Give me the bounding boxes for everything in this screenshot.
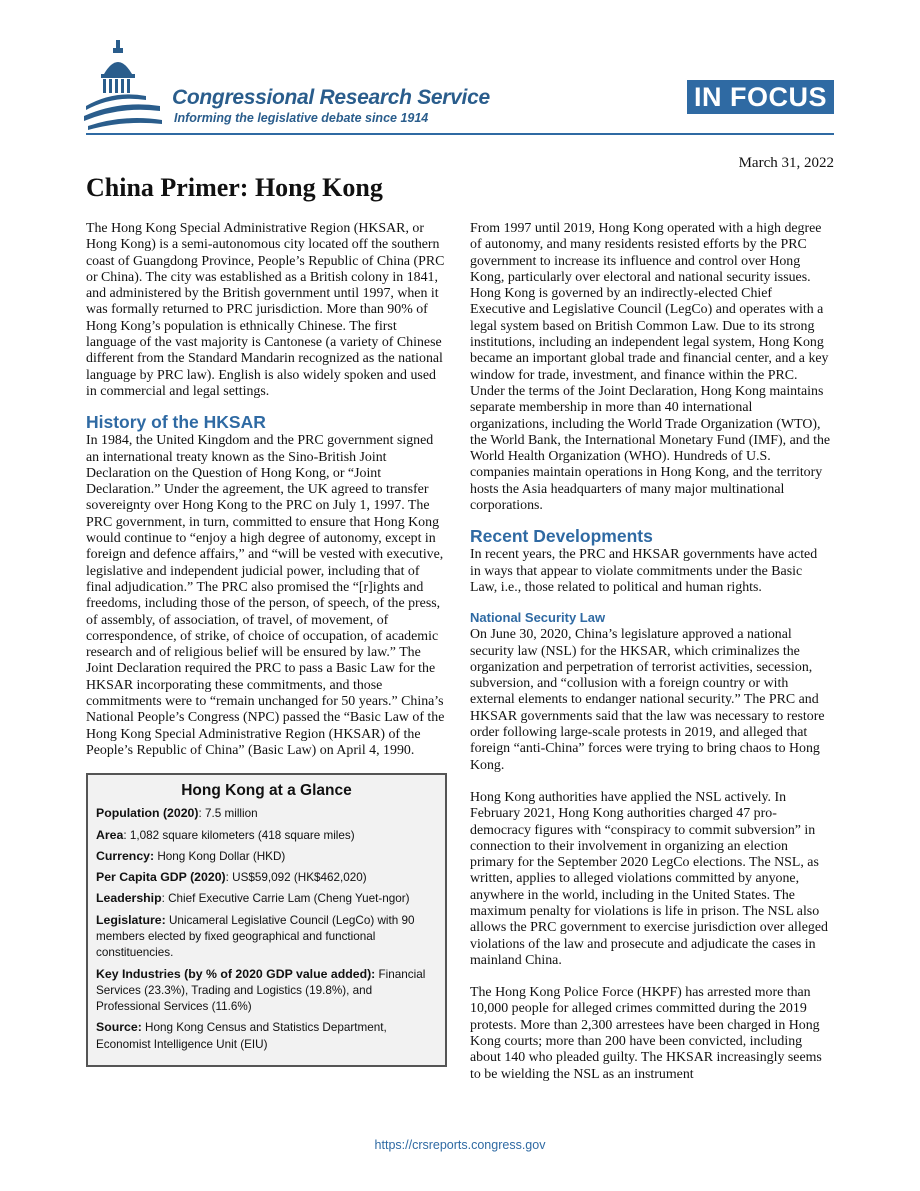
publication-date: March 31, 2022	[738, 155, 834, 171]
glance-label: Area	[96, 827, 124, 842]
history-heading: History of the HKSAR	[86, 412, 266, 433]
intro-paragraph: The Hong Kong Special Administrative Region (HKSAR, or Hong Kong) is a semi-autonomous city located off the southern coast of Guangdong Province, People’s Republic of China (PRC or China). The city was established as a British colony in 1841, and administered by the British government until 1997, when it was formally returned to PRC jurisdiction. More than 90% of Hong Kong’s population is ethnically Chinese. The first language of the vast majority is Cantonese (a variety of Chinese different from the Standard Mandarin recognized as the national language by PRC law). English is also widely spoken and used in commercial and legal settings.	[86, 221, 445, 399]
org-name: Congressional Research Service	[172, 86, 490, 109]
glance-title: Hong Kong at a Glance	[181, 782, 352, 800]
glance-value: Hong Kong Census and Statistics Department, Economist Intelligence Unit (EIU)	[96, 1021, 387, 1051]
header-divider	[86, 133, 834, 135]
in-focus-badge: IN FOCUS	[687, 80, 834, 114]
glance-label: Per Capita GDP (2020)	[96, 870, 226, 885]
glance-sep: :	[198, 807, 205, 821]
glance-value: Unicameral Legislative Council (LegCo) with 90 members elected by fixed geographical and functional constituencies.	[96, 913, 415, 960]
glance-sep: :	[161, 892, 169, 906]
glance-value: Hong Kong Dollar (HKD)	[157, 849, 286, 863]
glance-value: Chief Executive Carrie Lam (Cheng Yuet-ngor)	[168, 892, 410, 906]
glance-row	[96, 848, 437, 865]
glance-row	[96, 869, 437, 886]
glance-row	[96, 1019, 437, 1053]
autonomy-paragraph: From 1997 until 2019, Hong Kong operated with a high degree of autonomy, and many residents resisted efforts by the PRC government to increase its influence and control over Hong Kong, particularly over electoral and national security issues. Hong Kong is governed by an indirectly-elected Chief Executive and Legislative Council (LegCo) and operates with a legal system based on British Common Law. Due to its strong institutions, including an independent legal system, Hong Kong became an important global trade and financial center, and a key window for trade, investment, and finance within the PRC. Under the terms of the Joint Declaration, Hong Kong maintains separate membership in more than 40 international organizations, including the World Trade Organization (WTO), the World Bank, the International Monetary Fund (IMF), and the World Health Organization (WHO). Hundreds of U.S. companies maintain operations in Hong Kong, and the territory hosts the Asia headquarters of many major multinational corporations.	[470, 221, 831, 514]
glance-label: Currency:	[96, 848, 155, 863]
glance-label: Source:	[96, 1020, 142, 1035]
glance-row	[96, 912, 437, 962]
glance-label: Legislature:	[96, 912, 166, 927]
glance-value: 7.5 million	[205, 807, 258, 821]
glance-label: Key Industries (by % of 2020 GDP value added):	[96, 966, 376, 981]
capitol-dome-icon	[84, 40, 164, 130]
glance-row	[96, 890, 437, 907]
recent-developments-paragraph: In recent years, the PRC and HKSAR governments have acted in ways that appear to violate commitments under the Basic Law, i.e., those related to political and human rights.	[470, 547, 818, 595]
page-header	[0, 0, 920, 140]
glance-box	[86, 773, 447, 1067]
footer-url[interactable]: https://crsreports.congress.gov	[374, 1138, 546, 1152]
glance-label: Leadership	[96, 891, 162, 906]
right-column	[470, 221, 831, 1083]
nsl-paragraph-3: The Hong Kong Police Force (HKPF) has arrested more than 10,000 people for alleged crimes committed during the 2019 protests. More than 2,300 arrestees have been charged in Hong Kong courts; more than 200 have been convicted, including about 140 who pleaded guilty. The HKSAR increasingly seems to be wielding the NSL as an instrument	[470, 985, 822, 1082]
glance-row	[96, 827, 437, 844]
glance-sep: :	[225, 871, 233, 885]
page-title: China Primer: Hong Kong	[86, 173, 383, 202]
glance-value: Financial Services (23.3%), Trading and Logistics (19.8%), and Professional Services (11.6%)	[96, 967, 426, 1014]
glance-sep: :	[123, 828, 130, 842]
left-column	[86, 221, 447, 1067]
glance-value: 1,082 square kilometers (418 square miles)	[129, 828, 355, 842]
glance-label: Population (2020)	[96, 806, 199, 821]
nsl-paragraph-1: On June 30, 2020, China’s legislature approved a national security law (NSL) for the HKSAR, which criminalizes the organization and perpetration of terrorist activities, secession, subversion, and “collusion with a foreign country or with external elements to endanger national security.” The PRC and HKSAR governments said that the law was necessary to restore order following large-scale protests in 2019, and alleged that foreign “anti-China” forces were trying to bring chaos to Hong Kong.	[470, 627, 825, 773]
nsl-heading: National Security Law	[470, 610, 606, 626]
nsl-paragraph-2: Hong Kong authorities have applied the NSL actively. In February 2021, Hong Kong authorities charged 47 pro-democracy figures with “conspiracy to commit subversion” in connection to their involvement in organizing an election primary for the September 2020 LegCo elections. The NSL, as written, applies to alleged violations committed by anyone, anywhere in the world, including in the United States. The maximum penalty for violations is life in prison. The NSL also allows the PRC government to exercise jurisdiction over alleged violations of the law and prosecute and adjudicate the cases in mainland China.	[470, 789, 828, 968]
org-tagline: Informing the legislative debate since 1914	[174, 111, 429, 125]
recent-developments-heading: Recent Developments	[470, 526, 653, 547]
history-paragraph: In 1984, the United Kingdom and the PRC government signed an international treaty known as the Sino-British Joint Declaration on the Question of Hong Kong, or “Joint Declaration.” Under the agreement, the UK agreed to transfer sovereignty over Hong Kong to the PRC on July 1, 1997. The PRC government, in turn, committed to ensure that Hong Kong would continue to “enjoy a high degree of autonomy, except in foreign and defence affairs,” and “will be vested with executive, legislative and independent judicial power, including that of final adjudication.” The PRC also promised the “[r]ights and freedoms, including those of the person, of speech, of the press, of assembly, of association, of travel, of movement, of correspondence, of strike, of choice of occupation, of academic research and of religious belief will be ensured by law.” The Joint Declaration required the PRC to pass a Basic Law for the HKSAR incorporating these commitments, and those commitments were to “remain unchanged for 50 years.” China’s National People’s Congress (NPC) passed the “Basic Law of the Hong Kong Special Administrative Region (HKSAR) of the People’s Republic of China” (Basic Law) on April 4, 1990.	[86, 433, 445, 758]
glance-value: US$59,092 (HK$462,020)	[232, 871, 367, 885]
glance-row	[96, 805, 437, 822]
glance-row	[96, 966, 437, 1016]
